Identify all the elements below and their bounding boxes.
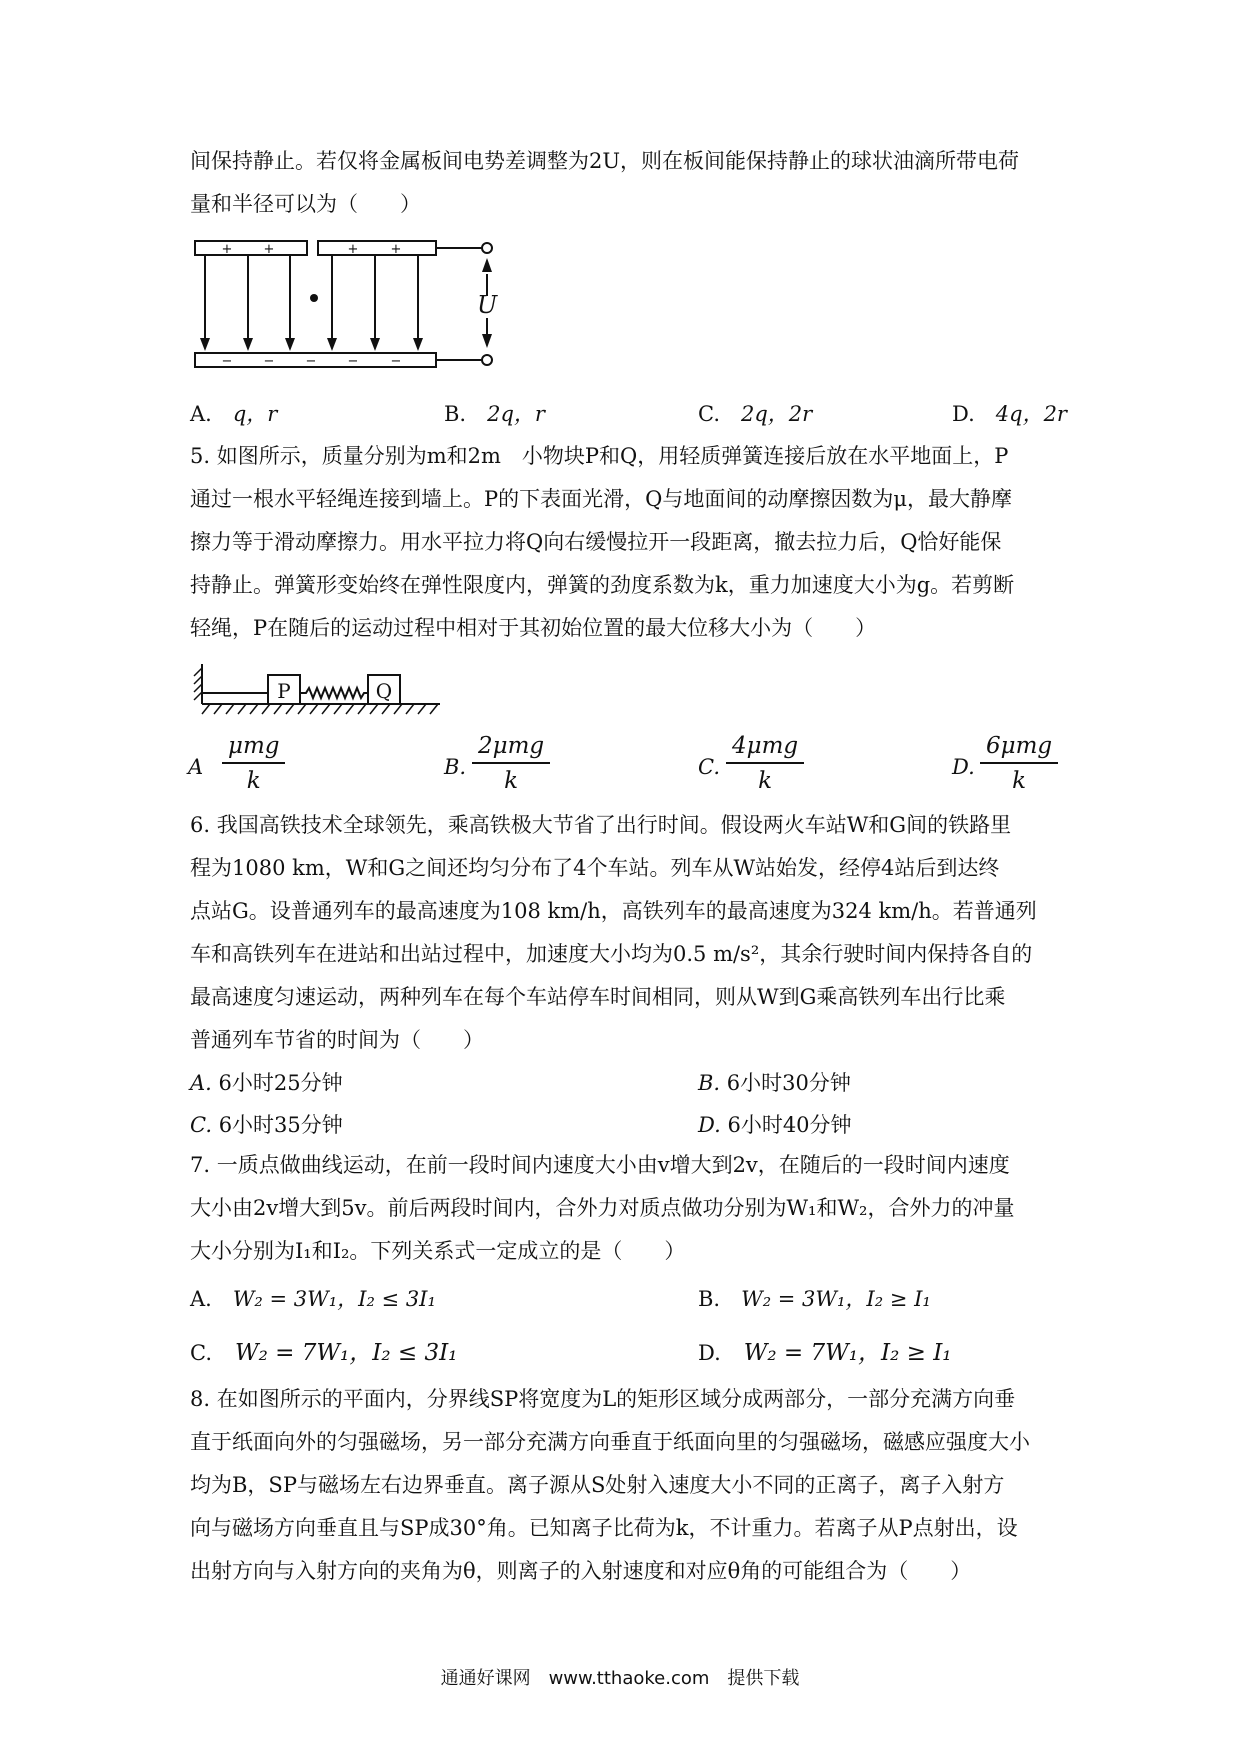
q6-text-line-3: 点站G。设普通列车的最高速度为108 km/h，高铁列车的最高速度为324 km/h。若普通列 (190, 899, 1037, 923)
q7-option-b: B. W₂ = 3W₁，I₂ ≥ I₁ (698, 1287, 931, 1311)
q5-option-c-fraction: 4μmg k (726, 732, 804, 796)
q6-option-b: B. 6小时30分钟 (698, 1071, 851, 1095)
q6-option-a: A. 6小时25分钟 (190, 1071, 343, 1095)
q5-option-c-letter: C. (698, 755, 720, 779)
block-q-label: Q (375, 679, 393, 703)
page-footer: 通通好课网 www.tthaoke.com 提供下载 (440, 1668, 800, 1689)
q4-option-a: A. q，r (190, 402, 278, 426)
q5-option-b-letter: B. (444, 755, 467, 779)
q8-text-line-5: 出射方向与入射方向的夹角为θ，则离子的入射速度和对应θ角的可能组合为（ ） (190, 1559, 972, 1583)
plus-sign: + (347, 242, 359, 257)
block-p-label: P (277, 679, 291, 703)
q4-text-line-2: 量和半径可以为（ ） (190, 192, 421, 216)
q8-text-line-4: 向与磁场方向垂直且与SP成30°角。已知离子比荷为k，不计重力。若离子从P点射出，设 (190, 1516, 1018, 1540)
minus-sign: − (263, 354, 275, 369)
q7-text-line-2: 大小由2v增大到5v。前后两段时间内，合外力对质点做功分别为W₁和W₂，合外力的冲量 (190, 1196, 1015, 1220)
q5-option-b-fraction: 2μmg k (472, 732, 550, 796)
q7-option-d: D. W₂ = 7W₁，I₂ ≥ I₁ (698, 1340, 952, 1366)
q4-text-line-1: 间保持静止。若仅将金属板间电势差调整为2U，则在板间能保持静止的球状油滴所带电荷 (190, 149, 1020, 173)
minus-sign: − (347, 354, 359, 369)
q7-text-line-3: 大小分别为I₁和I₂。下列关系式一定成立的是（ ） (190, 1239, 686, 1263)
q6-text-line-4: 车和高铁列车在进站和出站过程中，加速度大小均为0.5 m/s²，其余行驶时间内保持各自的 (190, 942, 1033, 966)
q7-text-line-1: 7. 一质点做曲线运动，在前一段时间内速度大小由v增大到2v，在随后的一段时间内速度 (190, 1153, 1010, 1177)
q6-text-line-2: 程为1080 km，W和G之间还均匀分布了4个车站。列车从W站始发，经停4站后到达终 (190, 856, 1000, 880)
q7-option-c: C. W₂ = 7W₁，I₂ ≤ 3I₁ (190, 1340, 458, 1366)
q8-text-line-1: 8. 在如图所示的平面内，分界线SP将宽度为L的矩形区域分成两部分，一部分充满方向垂 (190, 1387, 1016, 1411)
q4-option-c: C. 2q，2r (698, 402, 813, 426)
q4-option-b: B. 2q，r (444, 402, 545, 426)
q6-text-line-1: 6. 我国高铁技术全球领先，乘高铁极大节省了出行时间。假设两火车站W和G间的铁路里 (190, 813, 1012, 837)
plus-sign: + (263, 242, 275, 257)
q4-option-d: D. 4q，2r (952, 402, 1067, 426)
q5-text-line-4: 持静止。弹簧形变始终在弹性限度内，弹簧的劲度系数为k，重力加速度大小为g。若剪断 (190, 573, 1015, 597)
q5-text-line-1: 5. 如图所示，质量分别为m和2m 小物块P和Q，用轻质弹簧连接后放在水平地面上，P (190, 444, 1009, 468)
q8-text-line-2: 直于纸面向外的匀强磁场，另一部分充满方向垂直于纸面向里的匀强磁场，磁感应强度大小 (190, 1430, 1030, 1454)
q5-option-a-letter: A (188, 755, 204, 779)
q5-option-d-fraction: 6μmg k (980, 732, 1058, 796)
q4-capacitor-figure (190, 236, 510, 376)
q7-option-a: A. W₂ = 3W₁，I₂ ≤ 3I₁ (190, 1287, 436, 1311)
q5-option-a-fraction: μmg k (222, 732, 285, 796)
q8-text-line-3: 均为B，SP与磁场左右边界垂直。离子源从S处射入速度大小不同的正离子，离子入射方 (190, 1473, 1005, 1497)
minus-sign: − (305, 354, 317, 369)
q5-option-d-letter: D. (952, 755, 975, 779)
plus-sign: + (390, 242, 402, 257)
q5-spring-figure (190, 660, 450, 718)
q6-text-line-5: 最高速度匀速运动，两种列车在每个车站停车时间相同，则从W到G乘高铁列车出行比乘 (190, 985, 1006, 1009)
q5-text-line-5: 轻绳，P在随后的运动过程中相对于其初始位置的最大位移大小为（ ） (190, 616, 877, 640)
q6-option-d: D. 6小时40分钟 (698, 1113, 852, 1137)
voltage-label: U (477, 291, 498, 319)
q5-text-line-3: 擦力等于滑动摩擦力。用水平拉力将Q向右缓慢拉开一段距离，撤去拉力后，Q恰好能保 (190, 530, 1002, 554)
q6-option-c: C. 6小时35分钟 (190, 1113, 343, 1137)
q5-text-line-2: 通过一根水平轻绳连接到墙上。P的下表面光滑，Q与地面间的动摩擦因数为μ，最大静摩 (190, 487, 1012, 511)
minus-sign: − (221, 354, 233, 369)
q6-text-line-6: 普通列车节省的时间为（ ） (190, 1028, 484, 1052)
minus-sign: − (390, 354, 402, 369)
plus-sign: + (221, 242, 233, 257)
